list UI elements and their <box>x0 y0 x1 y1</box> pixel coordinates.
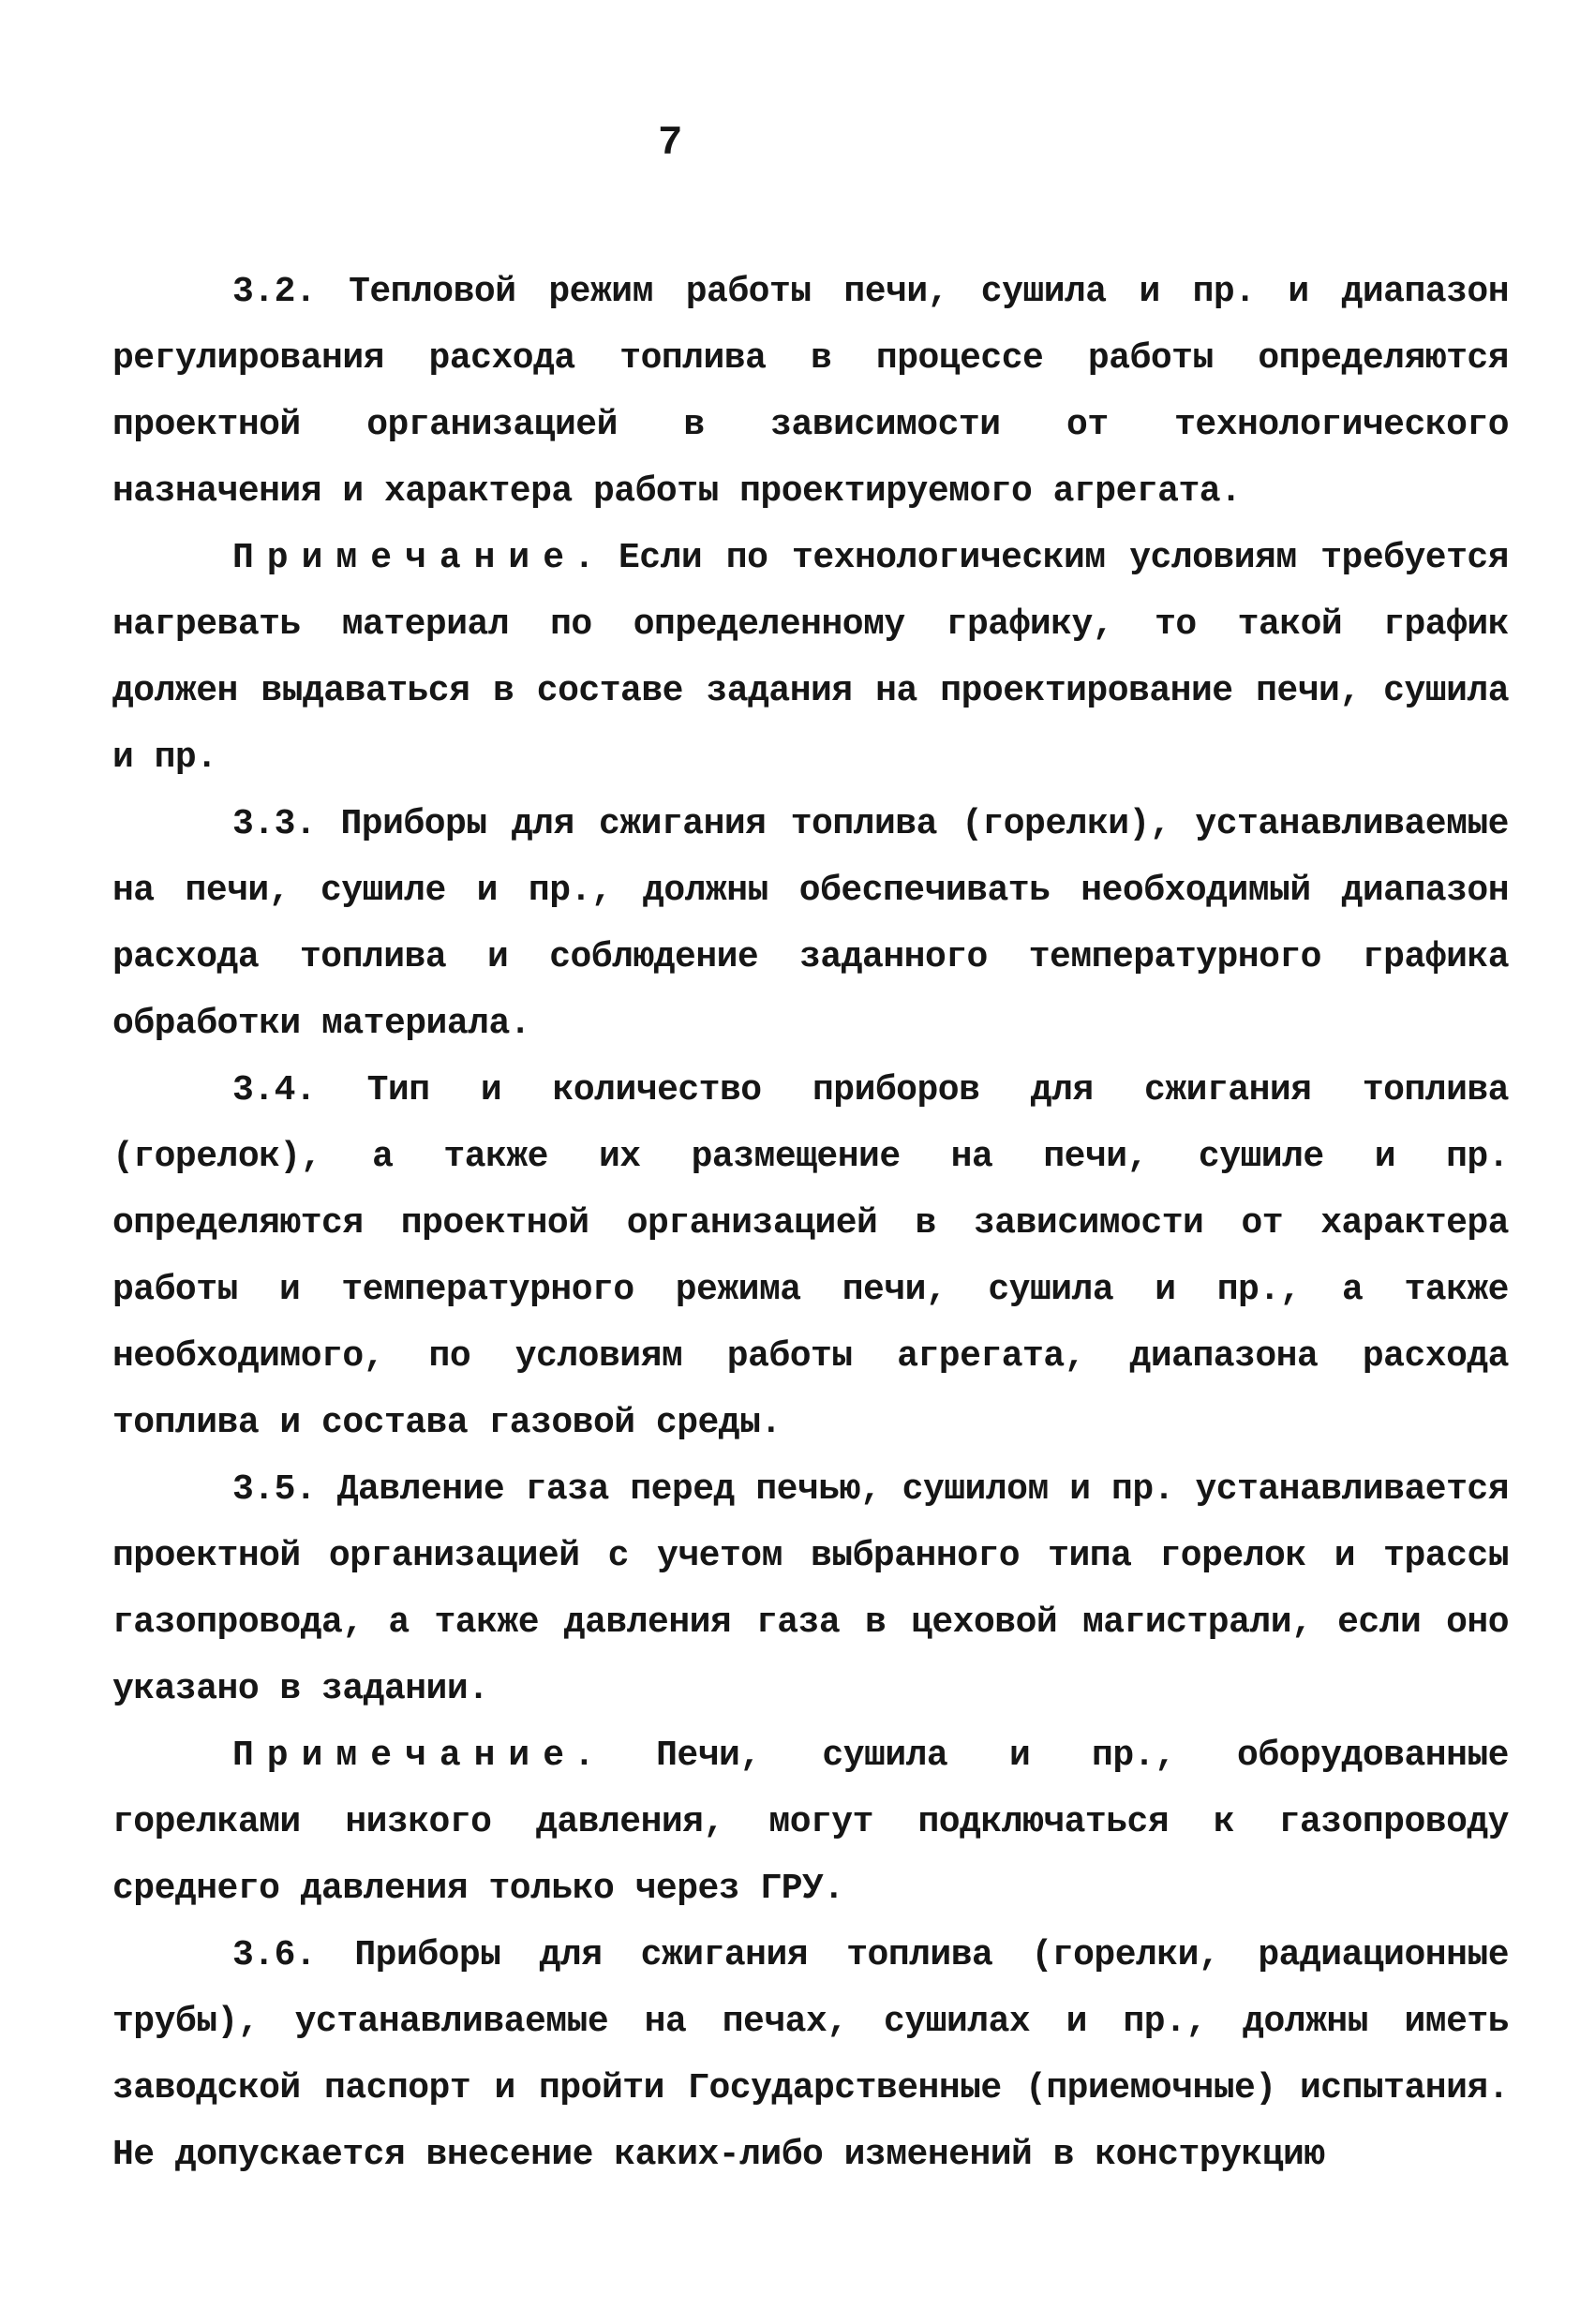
paragraph-3-6 <box>112 1922 1509 2188</box>
paragraph-text: 3.3. Приборы для сжигания топлива (горелки), устанавливаемые на печи, сушиле и пр., должны обеспечивать необходимый диапазон расхода топлива и соблюдение заданного температурного графика обработки материала. <box>112 804 1509 1044</box>
paragraph-3-5 <box>112 1456 1509 1722</box>
paragraph-text: 3.4. Тип и количество приборов для сжигания топлива (горелок), а также их размещение на печи, сушиле и пр. определяются проектной организацией в зависимости от характера работы и температурного режима печи, сушила и пр., а также необходимого, по условиям работы агрегата, диапазона расхода топлива и состава газовой среды. <box>112 1070 1509 1443</box>
paragraph-text: 3.2. Тепловой режим работы печи, сушила и пр. и диапазон регулирования расхода топлива в процессе работы определяются проектной организацией в зависимости от технологического назначения и характера работы проектируемого агрегата. <box>112 272 1509 512</box>
document-body <box>112 259 1509 2188</box>
paragraph-text: . Печи, сушила и пр., оборудованные горелками низкого давления, могут подключаться к газопроводу среднего давления только через ГРУ. <box>112 1736 1509 1909</box>
note-paragraph-1 <box>112 525 1509 791</box>
paragraph-text: 3.5. Давление газа перед печью, сушилом и пр. устанавливается проектной организацией с учетом выбранного типа горелок и трассы газопровода, а также давления газа в цеховой магистрали, если оно указано в задании. <box>112 1469 1509 1709</box>
paragraph-3-2 <box>112 259 1509 525</box>
paragraph-3-3 <box>112 791 1509 1057</box>
page-number: 7 <box>658 120 682 167</box>
note-label: Примечание <box>232 538 578 578</box>
paragraph-text: 3.6. Приборы для сжигания топлива (горелки, радиационные трубы), устанавливаемые на печах, сушилах и пр., должны иметь заводской паспорт и пройти Государственные (приемочные) испытания. Не допускается внесение каких-либо изменений в конструкцию <box>112 1935 1509 2175</box>
paragraph-text: . Если по технологическим условиям требуется нагревать материал по определенному графику, то такой график должен выдаваться в составе задания на проектирование печи, сушила и пр. <box>112 538 1509 778</box>
note-label: Примечание <box>232 1736 578 1776</box>
paragraph-3-4 <box>112 1057 1509 1456</box>
note-paragraph-2 <box>112 1722 1509 1922</box>
